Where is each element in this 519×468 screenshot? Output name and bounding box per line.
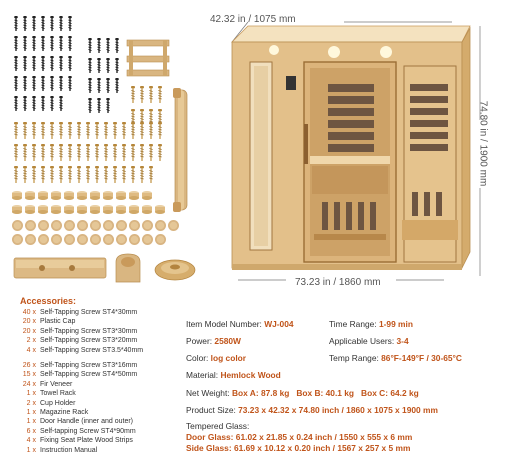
list-item: 1 x Door Handle (inner and outer) [26, 418, 133, 426]
spec-product-size: Product Size: 73.23 x 42.32 x 74.80 inch / 1860 x 1075 x 1900 mm [186, 405, 438, 415]
list-item: 15 x Self-Tapping Screw ST4*50mm [22, 371, 138, 379]
spec-door-glass: Door Glass: 61.02 x 21.85 x 0.24 inch / 1550 x 555 x 6 mm [186, 432, 413, 442]
screw-icon [131, 86, 162, 126]
cup-holder-icon [14, 258, 106, 278]
depth-dimension-label: 42.32 in / 1075 mm [210, 14, 296, 25]
screw-icon [14, 122, 162, 183]
list-item: 20 x Self-Tapping Screw ST3*30mm [22, 327, 138, 335]
list-item: 2 x Cup Holder [26, 399, 76, 407]
list-item: 1 x Instruction Manual [26, 446, 98, 454]
towel-rack-icon [173, 88, 187, 212]
spec-temp-range: Temp Range: 86°F-149°F / 30-65°C [329, 353, 462, 363]
spec-model: Item Model Number: WJ-004 [186, 319, 294, 329]
list-item: 6 x Self-tapping Screw ST4*90mm [26, 427, 136, 435]
sauna-product-image [226, 14, 516, 296]
spec-side-glass: Side Glass: 61.69 x 10.12 x 0.20 inch / 1567 x 257 x 5 mm [186, 443, 411, 453]
plastic-cap-icon [12, 191, 165, 214]
list-item: 2 x Self-Tapping Screw ST3*20mm [26, 337, 138, 345]
spec-time-range: Time Range: 1-99 min [329, 319, 413, 329]
accessories-list [17, 308, 143, 455]
spec-tempered-glass: Tempered Glass: [186, 421, 250, 431]
list-item: 24 x Fir Veneer [22, 380, 73, 388]
spec-users: Applicable Users: 3-4 [329, 336, 409, 346]
list-item: 4 x Self-Tapping Screw ST3.5*40mm [26, 346, 144, 354]
screw-icon [14, 16, 119, 113]
spec-net-weight: Net Weight: Box A: 87.8 kg Box B: 40.1 kg Box C: 64.2 kg [186, 388, 419, 398]
list-item: 40 x Self-Tapping Screw ST4*30mm [22, 309, 138, 316]
list-item: 1 x Towel Rack [26, 390, 76, 398]
spec-color: Color: log color [186, 353, 247, 363]
magazine-rack-icon [127, 40, 169, 76]
spec-power: Power: 2580W [186, 336, 241, 346]
fir-veneer-icon [12, 220, 179, 245]
list-item: 4 x Fixing Seat Plate Wood Strips [26, 437, 133, 445]
list-item: 26 x Self-Tapping Screw ST3*16mm [22, 362, 138, 370]
height-dimension-label: 74.80 in / 1900 mm [477, 100, 489, 187]
door-handle-icon [155, 260, 195, 280]
accessories-title: Accessories: [20, 296, 77, 306]
accessories-image [12, 14, 212, 290]
list-item: 1 x Magazine Rack [26, 409, 89, 417]
width-dimension-label: 73.23 in / 1860 mm [295, 277, 381, 288]
magazine-rack-icon [116, 254, 140, 282]
spec-material: Material: Hemlock Wood [186, 370, 281, 380]
list-item: 20 x Plastic Cap [22, 318, 76, 326]
